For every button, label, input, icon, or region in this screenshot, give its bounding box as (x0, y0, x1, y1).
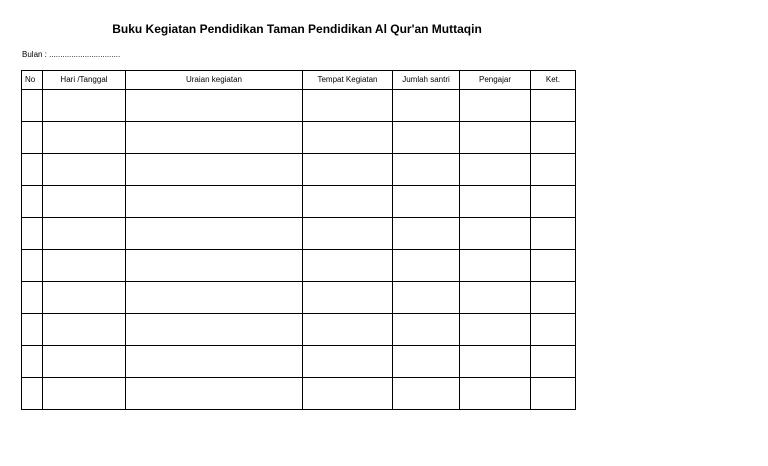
table-cell (531, 346, 576, 378)
table-cell (22, 346, 43, 378)
table-cell (393, 154, 460, 186)
table-cell (43, 218, 126, 250)
table-row (22, 122, 576, 154)
table-cell (126, 378, 303, 410)
table-cell (393, 90, 460, 122)
table-cell (303, 90, 393, 122)
table-cell (531, 90, 576, 122)
table-cell (303, 154, 393, 186)
table-cell (126, 282, 303, 314)
table-cell (460, 218, 531, 250)
table-cell (126, 154, 303, 186)
table-cell (531, 186, 576, 218)
table-row (22, 346, 576, 378)
table-row (22, 186, 576, 218)
table-row (22, 282, 576, 314)
table-cell (43, 378, 126, 410)
table-row (22, 250, 576, 282)
table-cell (126, 90, 303, 122)
table-cell (22, 154, 43, 186)
table-cell (531, 122, 576, 154)
table-cell (393, 314, 460, 346)
table-cell (393, 378, 460, 410)
table-row (22, 314, 576, 346)
table-cell (393, 250, 460, 282)
table-cell (22, 218, 43, 250)
table-cell (303, 346, 393, 378)
table-cell (531, 218, 576, 250)
table-cell (393, 346, 460, 378)
table-cell (460, 250, 531, 282)
table-row (22, 90, 576, 122)
column-header-student-count: Jumlah santri (393, 71, 460, 90)
table-cell (393, 186, 460, 218)
table-cell (43, 282, 126, 314)
table-cell (43, 154, 126, 186)
table-cell (22, 186, 43, 218)
table-header-row (22, 71, 576, 90)
table-cell (531, 378, 576, 410)
table-row (22, 378, 576, 410)
table-cell (531, 250, 576, 282)
table-cell (303, 250, 393, 282)
table-cell (460, 282, 531, 314)
column-header-date: Hari /Tanggal (43, 71, 126, 90)
table-cell (43, 122, 126, 154)
activity-table (21, 70, 576, 410)
table-cell (460, 122, 531, 154)
table-cell (531, 282, 576, 314)
month-field: Bulan : ................................ (22, 50, 121, 59)
table-cell (22, 314, 43, 346)
column-header-notes: Ket. (531, 71, 576, 90)
table-cell (22, 122, 43, 154)
column-header-place: Tempat Kegiatan (303, 71, 393, 90)
table-cell (393, 282, 460, 314)
table-cell (303, 282, 393, 314)
table-cell (393, 122, 460, 154)
table-row (22, 218, 576, 250)
table-cell (531, 154, 576, 186)
table-cell (22, 90, 43, 122)
table-cell (126, 250, 303, 282)
table-cell (460, 154, 531, 186)
table-cell (303, 378, 393, 410)
table-cell (43, 250, 126, 282)
table-cell (126, 218, 303, 250)
table-cell (126, 346, 303, 378)
column-header-no: No (22, 71, 43, 90)
page-title: Buku Kegiatan Pendidikan Taman Pendidikan Al Qur'an Muttaqin (112, 22, 482, 36)
column-header-activity: Uraian kegiatan (126, 71, 303, 90)
table-cell (303, 314, 393, 346)
table-cell (126, 186, 303, 218)
table-cell (22, 250, 43, 282)
table-row (22, 154, 576, 186)
table-cell (393, 218, 460, 250)
table-cell (460, 346, 531, 378)
table-cell (43, 186, 126, 218)
table-cell (460, 314, 531, 346)
table-cell (22, 378, 43, 410)
table-cell (22, 282, 43, 314)
table-cell (303, 122, 393, 154)
table-cell (460, 186, 531, 218)
table-cell (531, 314, 576, 346)
table-cell (126, 314, 303, 346)
table-cell (303, 186, 393, 218)
table-cell (460, 90, 531, 122)
table-body (22, 90, 576, 410)
table-cell (43, 346, 126, 378)
table-cell (126, 122, 303, 154)
table-cell (43, 314, 126, 346)
table-cell (460, 378, 531, 410)
column-header-teacher: Pengajar (460, 71, 531, 90)
table-cell (303, 218, 393, 250)
table-cell (43, 90, 126, 122)
